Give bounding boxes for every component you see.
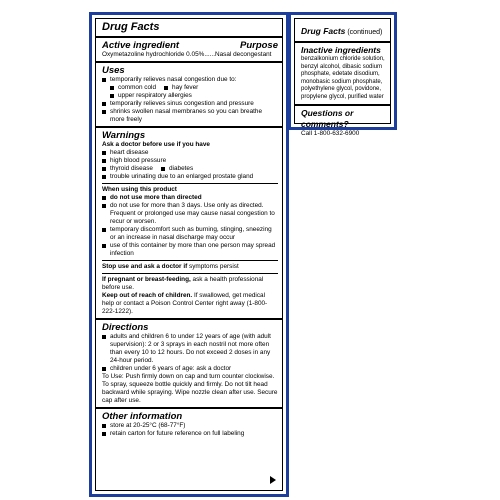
active-ingredient-heading: Active ingredient [102, 40, 180, 51]
condition-row-thyroid-diabetes [102, 165, 278, 173]
keep-out-line [102, 292, 278, 316]
condition-high-blood-pressure: high blood pressure [102, 157, 278, 165]
uses-section [96, 61, 282, 126]
purpose-heading: Purpose [239, 40, 278, 51]
drug-facts-inner [95, 18, 283, 491]
warning-item-1: do not use more than directed [102, 194, 278, 202]
uses-heading: Uses [102, 65, 125, 76]
stop-use-line [102, 263, 278, 271]
stop-use-bold: Stop use and ask a doctor if [102, 263, 188, 270]
divider [102, 260, 278, 261]
drug-facts-panel [89, 12, 289, 497]
warnings-heading: Warnings [102, 130, 146, 141]
uses-sublist-row-2 [102, 92, 278, 100]
condition-diabetes: diabetes [161, 165, 193, 173]
condition-heart-disease: heart disease [102, 149, 278, 157]
uses-sublist-row-1 [102, 84, 278, 92]
divider [102, 273, 278, 274]
questions-heading: Questions or comments? [301, 107, 354, 129]
stop-use-rest: symptoms persist [187, 263, 239, 270]
title-section [96, 19, 282, 36]
pregnant-line [102, 276, 278, 292]
phone-number: Call 1-800-632-6900 [301, 129, 360, 137]
other-information-section [96, 407, 282, 440]
uses-item-2: temporarily relieves sinus congestion and pressure [102, 100, 278, 108]
leader-dots: ...... [204, 51, 215, 58]
uses-item-3: shrinks swollen nasal membranes so you can breathe more freely [102, 108, 278, 124]
inactive-ingredients-heading: Inactive ingredients [301, 45, 381, 55]
keep-out-bold: Keep out of reach of children. [102, 292, 193, 299]
other-information-heading: Other information [102, 411, 183, 422]
continued-title-section [295, 19, 390, 41]
directions-heading: Directions [102, 322, 149, 333]
directions-item-1: adults and children 6 to under 12 years of age (with adult supervision): 2 or 3 sprays in each nostril not more often than every 10 to 12 hours. Do not exceed 2 doses in any 24-hour period. [102, 333, 278, 365]
questions-section [295, 104, 390, 140]
active-ingredient-name: Oxymetazoline hydrochloride 0.05% [102, 51, 205, 58]
active-header-row [102, 40, 278, 51]
continued-title [301, 21, 386, 39]
uses-item-1: temporarily relieves nasal congestion due to: [102, 76, 278, 84]
divider [102, 183, 278, 184]
other-item-1: store at 20-25°C (68-77°F) [102, 422, 278, 430]
active-ingredient-line [102, 51, 278, 59]
continued-title-main: Drug Facts [301, 26, 346, 36]
directions-item-2: children under 6 years of age: ask a doctor [102, 365, 278, 373]
warning-item-3: temporary discomfort such as burning, stinging, sneezing or an increase in nasal discharge may occur [102, 226, 278, 242]
directions-to-use: To Use: Push firmly down on cap and turn counter clockwise. To spray, squeeze bottle quickly and firmly. Do not tilt head backward while spraying. Wipe nozzle clean after use. Secure cap after use. [102, 373, 278, 404]
condition-thyroid-disease: thyroid disease [102, 165, 153, 173]
phone-line [301, 130, 386, 138]
pregnant-rest: ask a health professional before use. [102, 276, 264, 291]
other-item-2: retain carton for future reference on full labeling [102, 430, 278, 438]
directions-section [96, 318, 282, 407]
warnings-section [96, 126, 282, 318]
inactive-ingredients-section [295, 41, 390, 104]
keep-out-rest: If swallowed, get medical help or contact a Poison Control Center right away (1-800-222-1222). [102, 292, 268, 315]
drug-facts-continued-panel [288, 12, 397, 137]
warning-item-4: use of this container by more than one person may spread infection [102, 242, 278, 258]
ask-doctor-heading: Ask a doctor before use if you have [102, 141, 210, 148]
drug-facts-title: Drug Facts [102, 21, 160, 33]
drug-facts-continued-inner [294, 18, 391, 137]
active-ingredient-section [96, 36, 282, 61]
uses-sub-item-allergies: upper respiratory allergies [110, 92, 192, 100]
pregnant-bold: If pregnant or breast-feeding, [102, 276, 191, 283]
continued-title-suffix: (continued) [345, 29, 383, 36]
when-using-heading: When using this product [102, 186, 177, 193]
condition-trouble-urinating: trouble urinating due to an enlarged prostate gland [102, 173, 278, 181]
uses-sub-item-common-cold: common cold [110, 84, 156, 92]
purpose-text: Nasal decongestant [214, 51, 272, 58]
uses-sub-item-hay-fever: hay fever [164, 84, 198, 92]
warning-item-2: do not use for more than 3 days. Use only as directed. Frequent or prolonged use may cause nasal congestion to recur or worsen. [102, 202, 278, 226]
inactive-ingredients-text: benzalkonium chloride solution, benzyl alcohol, dibasic sodium phosphate, edetate disodium, monobasic sodium phosphate, polyethylene glycol, povidone, propylene glycol, purified water [301, 56, 385, 100]
continued-arrow-icon [270, 476, 276, 484]
